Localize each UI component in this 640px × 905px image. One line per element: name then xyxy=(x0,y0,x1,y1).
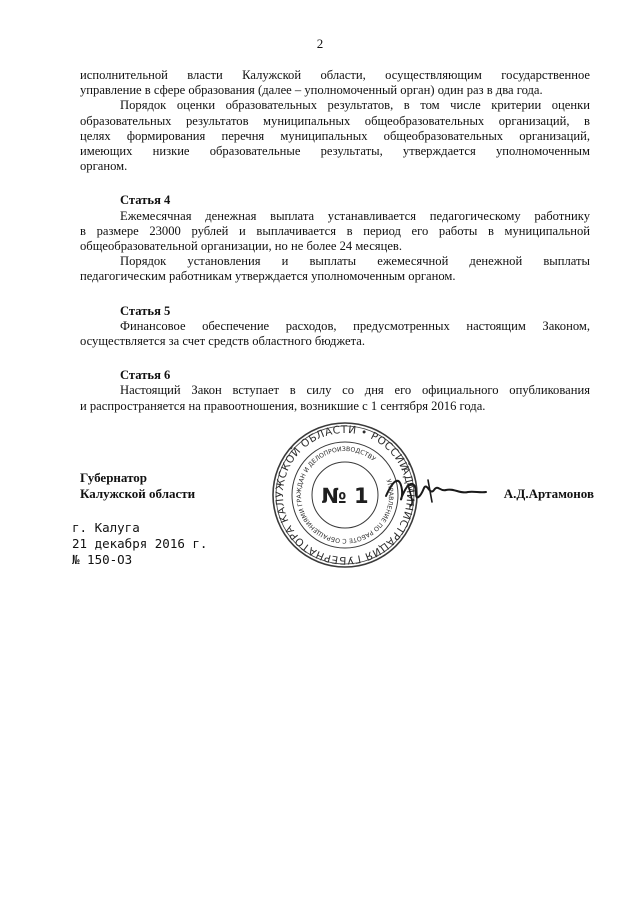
law-number-line: № 150-ОЗ xyxy=(72,552,133,567)
text-line: исполнительной власти Калужской области, осуществляющим государственное xyxy=(80,68,590,82)
paragraph-continuation xyxy=(80,68,590,98)
text-line: Финансовое обеспечение расходов, предусмотренных настоящим Законом, xyxy=(120,318,590,333)
text-line: педагогическим работникам утверждается уполномоченным органом. xyxy=(80,269,456,284)
date-line: 21 декабря 2016 г. xyxy=(72,536,208,551)
text-line: образовательных результатов муниципальных общеобразовательных организаций, в xyxy=(80,113,590,128)
article-4-heading: Статья 4 xyxy=(120,193,171,208)
paragraph-payment-procedure xyxy=(80,254,590,284)
text-line: и распространяется на правоотношения, возникшие с 1 сентября 2016 года. xyxy=(80,398,486,413)
governor-name: А.Д.Артамонов xyxy=(503,486,594,501)
stamp-ring-text: АДМИНИСТРАЦИЯ ГУБЕРНАТОРА КАЛУЖСКОЙ ОБЛАСТИ • РОССИЙСКАЯ xyxy=(273,423,417,567)
law-body-text xyxy=(80,68,590,414)
place-and-date xyxy=(72,520,207,568)
text-line: управление в сфере образования (далее – уполномоченный орган) один раз в два года. xyxy=(80,83,543,98)
city-line: г. Калуга xyxy=(72,520,140,535)
governor-title-line: Калужской области xyxy=(80,486,196,501)
paragraph-assessment-procedure xyxy=(80,98,590,174)
text-line: Настоящий Закон вступает в силу со дня его официального опубликования xyxy=(120,383,590,398)
handwritten-signature xyxy=(380,470,490,510)
text-line: Порядок оценки образовательных результатов, в том числе критерии оценки xyxy=(120,98,590,113)
text-line: имеющих низкие образовательные результаты, утверждается уполномоченным xyxy=(80,144,590,159)
governor-title xyxy=(80,470,195,502)
paragraph-entry-into-force xyxy=(80,383,590,413)
article-6-heading: Статья 6 xyxy=(120,368,171,383)
text-line: целях формирования перечня муниципальных общеобразовательных организаций, xyxy=(80,128,590,143)
article-5-heading: Статья 5 xyxy=(120,303,171,318)
text-line: общеобразовательной организации, но не более 24 месяцев. xyxy=(80,239,403,254)
text-line: Ежемесячная денежная выплата устанавливается педагогическому работнику xyxy=(120,208,590,223)
stamp-number: № 1 xyxy=(321,484,369,508)
text-line: органом. xyxy=(80,159,128,174)
stamp-inner-text: УПРАВЛЕНИЕ ПО РАБОТЕ С ОБРАЩЕНИЯМИ ГРАЖДАН И ДЕЛОПРОИЗВОДСТВУ xyxy=(295,445,395,545)
paragraph-monthly-payment xyxy=(80,209,590,255)
text-line: в размере 23000 рублей и выплачивается в период его работы в муниципальной xyxy=(80,223,590,238)
page-number: 2 xyxy=(316,36,324,51)
text-line: Порядок установления и выплаты ежемесячной денежной выплаты xyxy=(120,254,590,269)
governor-title-line: Губернатор xyxy=(80,470,148,485)
text-line: осуществляется за счет средств областного бюджета. xyxy=(80,334,365,349)
paragraph-financing xyxy=(80,319,590,349)
